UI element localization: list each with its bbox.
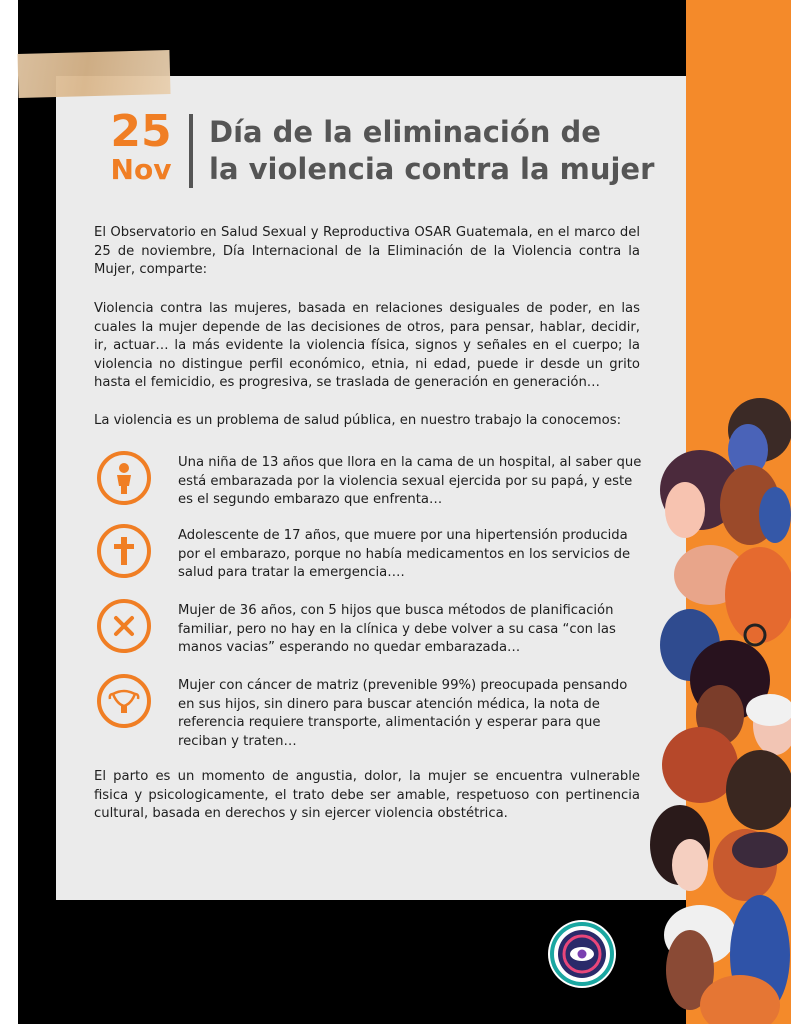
child-icon	[97, 451, 151, 505]
case-item-2: Adolescente de 17 años, que muere por una hipertensión producida por el embarazo, porque no había medicamentos en los servicios de salud para tratar la emergencia….	[178, 528, 631, 580]
case-item-3: Mujer de 36 años, con 5 hijos que busca métodos de planificación familiar, pero no hay en la clínica y debe volver a su casa “con las manos vacias” esperando no quedar embarazada…	[178, 603, 616, 655]
public-health-paragraph: La violencia es un problema de salud pública, en nuestro trabajo la conocemos:	[94, 413, 622, 428]
intro-paragraph: El Observatorio en Salud Sexual y Reproductiva OSAR Guatemala, en el marco del 25 de noviembre, Día Internacional de la Eliminación de la Violencia contra la Mujer, comparte:	[94, 225, 640, 277]
title-line-1: Día de la eliminación de	[209, 115, 601, 149]
definition-paragraph: Violencia contra las mujeres, basada en relaciones desiguales de poder, en las cuales la mujer depende de las decisiones de otros, para pensar, hablar, decidir, ir, actuar… la más evidente la violencia física, signos y señales en el cuerpo; la violencia no distingue perfil económico, etnia, ni edad, puede ir desde un grito hasta el femicidio, es progresiva, se traslada de generación en generación…	[94, 301, 640, 390]
date-day: 25	[110, 106, 172, 157]
date-badge	[96, 106, 186, 186]
date-month: Nov	[110, 153, 172, 186]
closing-paragraph: El parto es un momento de angustia, dolor, la mujer se encuentra vulnerable fisica y psicologicamente, el trato debe ser amable, respetuoso con pertinencia cultural, basada en derechos y sin ejercer violencia obstétrica.	[94, 769, 640, 821]
page-title	[209, 114, 654, 188]
case-item-4: Mujer con cáncer de matriz (prevenible 99%) preocupada pensando en sus hijos, sin dinero para buscar atención médica, la nota de referencia requiere transporte, alimentación y esperar para que reciban y traten…	[178, 678, 628, 749]
masking-tape	[17, 50, 170, 98]
uterus-icon	[97, 674, 151, 728]
x-mark-icon	[97, 599, 151, 653]
women-illustration	[640, 395, 791, 1024]
observatorio-logo	[546, 918, 618, 990]
cross-icon	[97, 524, 151, 578]
case-item-1: Una niña de 13 años que llora en la cama de un hospital, al saber que está embarazada por la violencia sexual ejercida por su papá, y este es el segundo embarazo que enfrenta…	[178, 455, 642, 507]
title-divider	[189, 114, 193, 188]
title-line-2: la violencia contra la mujer	[209, 152, 655, 186]
